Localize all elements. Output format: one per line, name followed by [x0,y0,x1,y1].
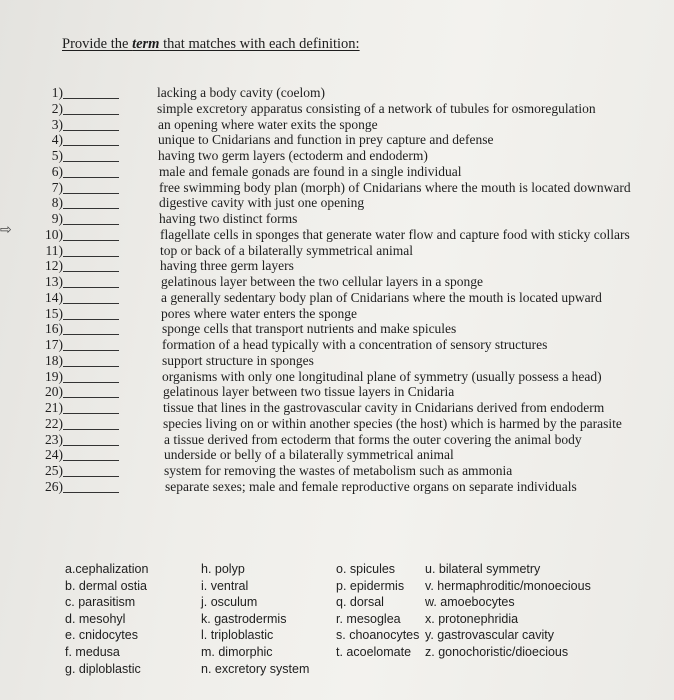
question-number: 12) [45,258,63,274]
answer-option: e. cnidocytes [65,628,138,643]
answer-option: i. ventral [201,578,249,593]
answer-option: c. parasitism [65,595,136,610]
definition-text: formation of a head typically with a concentration of sensory structures [162,337,548,352]
question-row [0,479,674,495]
answer-option: t. acoelomate [336,645,412,659]
question-row [0,447,674,463]
question-row [0,227,674,243]
question-number: 17) [45,337,63,352]
definition-text: an opening where water exits the sponge [158,116,378,132]
answer-blank[interactable] [63,161,119,162]
answer-blank[interactable] [63,287,119,288]
definition-text: male and female gonads are found in a single individual [159,163,462,179]
answer-option: g. diploblastic [65,661,141,676]
question-row [0,195,674,211]
question-row [0,306,674,322]
definition-text: separate sexes; male and female reproductive organs on separate individuals [165,478,577,494]
definition-text: a generally sedentary body plan of Cnidarians where the mouth is located upward [161,289,602,305]
answer-blank[interactable] [63,382,119,383]
definition-text: a tissue derived from ectoderm that forms the outer covering the animal body [164,431,582,447]
answer-option: q. dorsal [336,595,384,610]
question-number: 15) [45,305,63,321]
cursor-arrow-icon: ⇨ [0,222,12,238]
question-row [0,400,674,416]
answer-option: h. polyp [201,562,245,576]
question-row [0,463,674,479]
answer-option: m. dimorphic [201,645,273,659]
answer-blank[interactable] [63,303,119,304]
question-number: 10) [45,226,63,242]
definition-text: gelatinous layer between two tissue layers in Cnidaria [163,384,455,400]
answer-blank[interactable] [63,397,119,398]
question-row [0,416,674,432]
question-number: 20) [45,384,63,400]
question-number: 19) [45,368,63,384]
answer-blank[interactable] [63,145,119,146]
question-row [0,211,674,227]
answer-option: r. mesoglea [336,611,401,626]
answer-option: v. hermaphroditic/monoecious [425,578,591,593]
definition-text: sponge cells that transport nutrients and make spicules [162,321,457,337]
answer-blank[interactable] [63,98,119,99]
answer-option: w. amoebocytes [425,595,515,610]
question-row [0,101,674,117]
answer-blank[interactable] [63,256,119,257]
answer-option: a.cephalization [65,562,149,576]
answer-blank[interactable] [63,208,119,209]
definition-text: lacking a body cavity (coelom) [157,85,325,100]
definition-text: free swimming body plan (morph) of Cnidarians where the mouth is located downward [159,179,631,195]
definition-text: having two distinct forms [159,211,298,226]
question-number: 7) [51,179,63,195]
question-number: 23) [45,431,63,447]
answer-option: d. mesohyl [65,611,126,626]
definition-text: support structure in sponges [162,352,314,368]
answer-blank[interactable] [63,193,119,194]
question-row [0,117,674,133]
definition-text: gelatinous layer between the two cellular layers in a sponge [161,274,484,289]
answer-option: o. spicules [336,562,396,576]
answer-option: k. gastrodermis [201,611,287,626]
answer-option: b. dermal ostia [65,578,147,593]
answer-blank[interactable] [63,413,119,414]
question-row [0,132,674,148]
answer-blank[interactable] [63,476,119,477]
answer-blank[interactable] [63,460,119,461]
question-row [0,164,674,180]
answer-blank[interactable] [63,429,119,430]
question-row [0,274,674,290]
definition-text: organisms with only one longitudinal plane of symmetry (usually possess a head) [162,368,602,384]
answer-blank[interactable] [63,240,119,241]
answer-option: s. choanocytes [336,628,420,643]
answer-option: p. epidermis [336,578,405,593]
question-number: 21) [45,400,63,415]
question-number: 1) [51,85,63,100]
answer-option: y. gastrovascular cavity [425,628,554,643]
answer-option: l. triploblastic [201,628,274,643]
definition-text: having three germ layers [160,258,294,274]
definition-text: underside or belly of a bilaterally symmetrical animal [164,447,454,463]
question-row [0,384,674,400]
question-number: 18) [45,352,63,368]
instructions-title: Provide the term that matches with each definition: [62,36,360,52]
question-number: 3) [51,116,63,132]
question-row [0,432,674,448]
definition-text: simple excretory apparatus consisting of a network of tubules for osmoregulation [157,100,596,116]
question-number: 26) [45,478,63,494]
definition-text: species living on or within another species (the host) which is harmed by the parasite [163,415,622,431]
question-number: 6) [51,163,63,179]
answer-option: j. osculum [201,595,258,610]
question-row [0,258,674,274]
answer-option: u. bilateral symmetry [425,562,541,576]
question-number: 9) [51,211,63,226]
answer-blank[interactable] [63,445,119,446]
question-number: 14) [45,289,63,305]
question-number: 8) [51,195,63,211]
question-number: 11) [45,242,63,258]
definition-text: system for removing the wastes of metabolism such as ammonia [164,463,513,478]
question-row [0,85,674,101]
answer-blank[interactable] [63,224,119,225]
question-row [0,290,674,306]
answer-option: z. gonochoristic/dioecious [425,645,569,659]
question-row [0,369,674,385]
definition-text: tissue that lines in the gastrovascular cavity in Cnidarians derived from endoderm [163,400,605,415]
answer-blank[interactable] [63,334,119,335]
answer-option: x. protonephridia [425,611,519,626]
definition-text: top or back of a bilaterally symmetrical animal [160,242,414,258]
definition-text: having two germ layers (ectoderm and endoderm) [158,148,428,163]
definition-text: flagellate cells in sponges that generate water flow and capture food with sticky collars [160,226,630,242]
question-row [0,337,674,353]
answer-option: n. excretory system [201,661,310,676]
answer-blank[interactable] [63,350,119,351]
question-row [0,243,674,259]
answer-blank[interactable] [63,492,119,493]
question-row [0,180,674,196]
answer-blank[interactable] [63,114,119,115]
answer-blank[interactable] [63,366,119,367]
definition-text: digestive cavity with just one opening [159,195,365,211]
answer-blank[interactable] [63,319,119,320]
answer-blank[interactable] [63,177,119,178]
definition-text: pores where water enters the sponge [161,305,358,321]
question-row [0,353,674,369]
answer-blank[interactable] [63,271,119,272]
answer-option: f. medusa [65,645,120,659]
question-row [0,148,674,164]
question-number: 25) [45,463,63,478]
answer-blank[interactable] [63,130,119,131]
question-number: 16) [45,321,63,337]
question-number: 22) [45,415,63,431]
question-number: 5) [51,148,63,163]
question-number: 2) [51,100,63,116]
definition-text: unique to Cnidarians and function in prey capture and defense [158,132,494,148]
question-number: 13) [45,274,63,289]
question-number: 4) [51,132,63,148]
question-number: 24) [45,447,63,463]
question-row [0,321,674,337]
